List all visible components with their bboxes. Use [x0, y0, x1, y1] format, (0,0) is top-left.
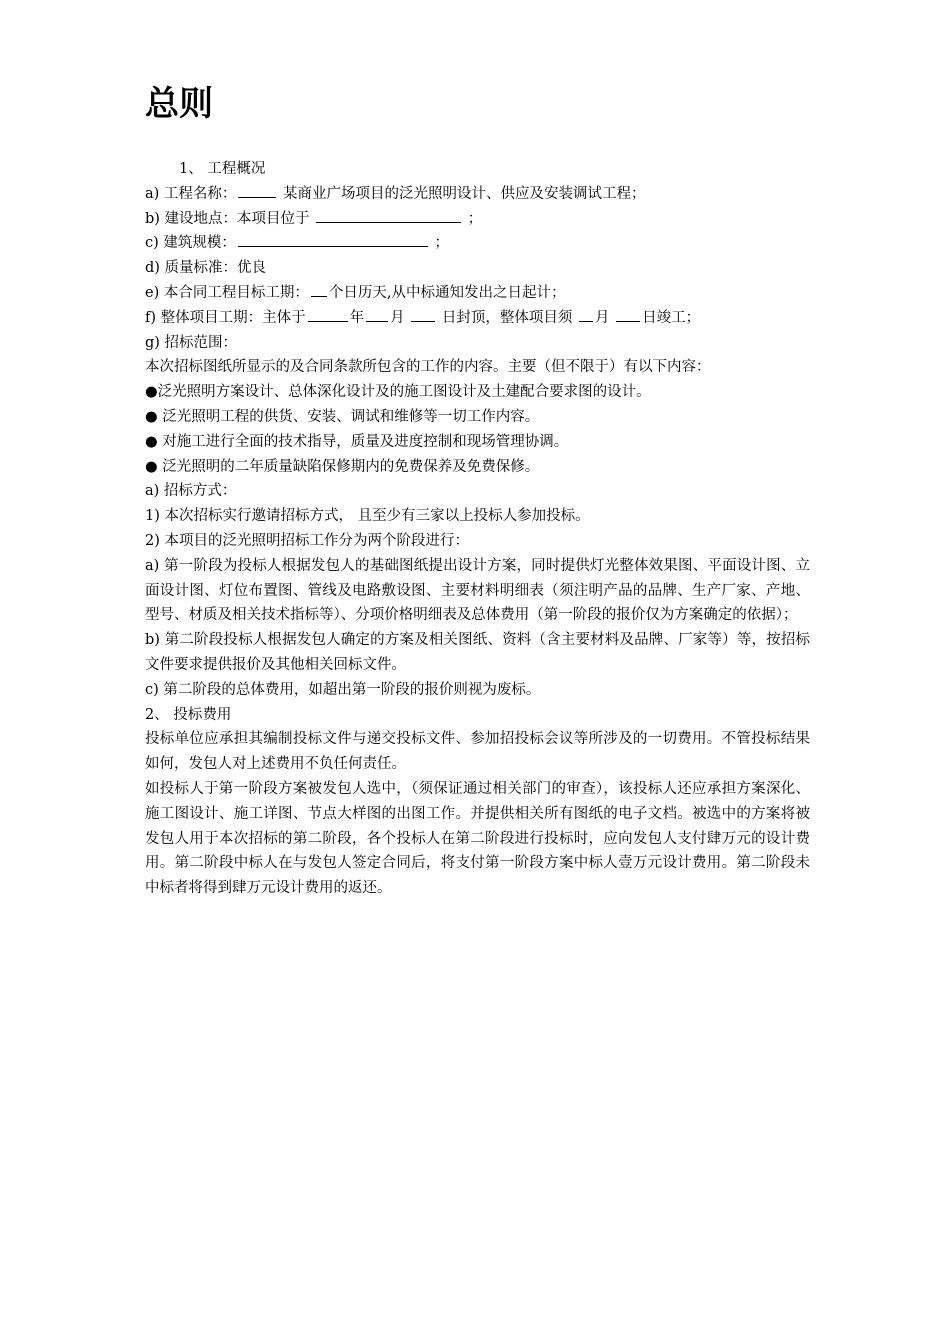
blank-underline — [366, 307, 388, 322]
overall-period-line — [145, 306, 810, 331]
stage-one-paragraph: a) 第一阶段为投标人根据发包人的基础图纸提出设计方案，同时提供灯光整体效果图、平面设计图、立面设计图、灯位布置图、管线及电路敷设图、主要材料明细表（须注明产品的品牌、生产厂家、产地、型号、材质及相关技术指标等）、分项价格明细表及总体费用（第一阶段的报价仅为方案确定的依据）； — [145, 557, 810, 624]
scope-heading: g) 招标范围： — [145, 334, 238, 351]
scope-bullet: ●泛光照明方案设计、总体深化设计及的施工图设计及土建配合要求图的设计。 — [145, 384, 651, 401]
blank-underline — [579, 307, 593, 322]
scope-bullet: ● 泛光照明的二年质量缺陷保修期内的免费保养及免费保修。 — [145, 458, 540, 475]
blank-underline — [616, 307, 640, 322]
blank-underline — [316, 208, 461, 223]
bidding-method-heading: a) 招标方式： — [145, 483, 237, 500]
page-title: 总则 — [145, 84, 213, 124]
contract-period-label: e) 本合同工程目标工期： — [145, 284, 309, 301]
year-text: 年 — [349, 309, 365, 326]
scope-intro: 本次招标图纸所显示的及合同条款所包含的工作的内容。主要（但不限于）有以下内容： — [145, 359, 711, 376]
quality-line: d) 质量标准：优良 — [145, 260, 267, 277]
location-line — [145, 207, 810, 232]
section-heading-bid-cost: 2、 投标费用 — [145, 706, 232, 723]
scale-label: c) 建筑规模： — [145, 235, 236, 252]
project-name-label: a) 工程名称： — [145, 185, 237, 202]
overall-period-label: f) 整体项目工期：主体于 — [145, 309, 306, 326]
scope-bullet: ● 对施工进行全面的技术指导，质量及进度控制和现场管理协调。 — [145, 433, 569, 450]
month-text: 月 — [594, 309, 610, 326]
bid-cost-paragraph: 投标单位应承担其编制投标文件与递交投标文件、参加招投标会议等所涉及的一切费用。不管投标结果如何，发包人对上述费用不负任何责任。 — [145, 731, 810, 773]
contract-period-line — [145, 281, 810, 306]
design-fee-paragraph: 如投标人于第一阶段方案被发包人选中，（须保证通过相关部门的审查），该投标人还应承担方案深化、施工图设计、施工详图、节点大样图的出图工作。并提供相关所有图纸的电子文档。被选中的方案将被发包人用于本次招标的第二阶段，各个投标人在第二阶段进行投标时，应向发包人支付肆万元的设计费用。第二阶段中标人在与发包人签定合同后，将支付第一阶段方案中标人壹万元设计费用。第二阶段未中标者将得到肆万元设计费用的返还。 — [145, 780, 810, 897]
topping-out-text: 日封顶，整体项目须 — [441, 309, 573, 326]
document-page — [145, 78, 810, 901]
bidding-method-item: 1) 本次招标实行邀请招标方式， 且至少有三家以上投标人参加投标。 — [145, 508, 590, 525]
contract-period-text: 个日历天,从中标通知发出之日起计； — [328, 284, 566, 301]
blank-underline — [311, 282, 327, 297]
blank-underline — [238, 232, 428, 247]
stage-two-paragraph: b) 第二阶段投标人根据发包人确定的方案及相关图纸、资料（含主要材料及品牌、厂家等）等，按招标文件要求提供报价及其他相关回标文件。 — [145, 632, 810, 673]
blank-underline — [411, 307, 435, 322]
project-name-value: 某商业广场项目的泛光照明设计、供应及安装调试工程； — [283, 185, 646, 202]
project-name-line — [145, 182, 810, 207]
section-heading-overview: 1、 工程概况 — [179, 161, 266, 177]
location-label: b) 建设地点：本项目位于 — [145, 210, 310, 227]
scope-bullet: ● 泛光照明工程的供货、安装、调试和维修等一切工作内容。 — [145, 408, 540, 425]
scale-line — [145, 231, 810, 256]
blank-underline — [308, 307, 348, 322]
location-suffix: ； — [467, 210, 483, 227]
blank-underline — [238, 183, 276, 198]
stage-two-cost-paragraph: c) 第二阶段的总体费用，如超出第一阶段的报价则视为废标。 — [145, 681, 541, 698]
completion-text: 日竣工； — [642, 309, 701, 326]
month-text: 月 — [390, 309, 405, 326]
bidding-method-item: 2) 本项目的泛光照明招标工作分为两个阶段进行： — [145, 532, 469, 549]
scale-suffix: ； — [434, 235, 449, 252]
